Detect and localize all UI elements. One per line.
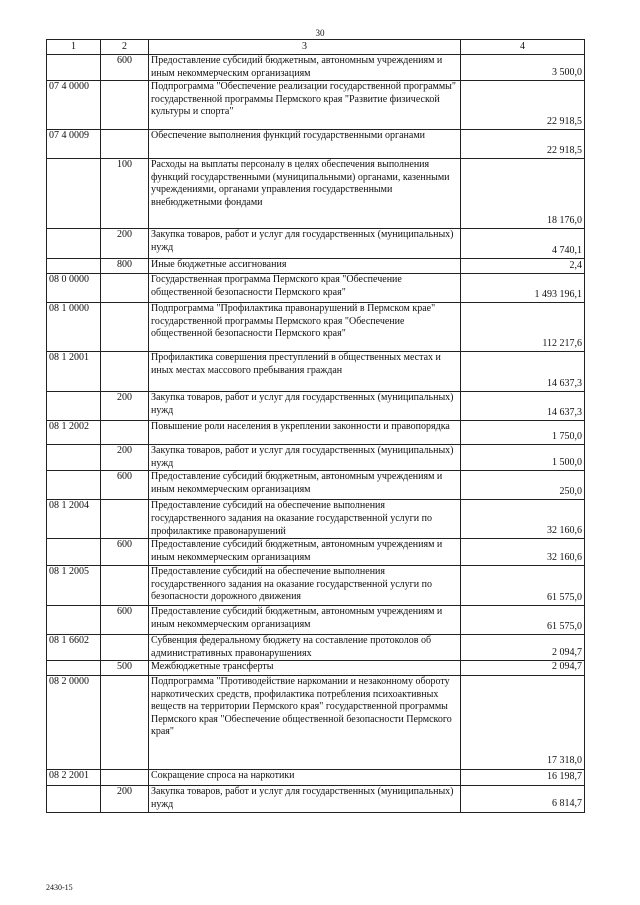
table-row: [47, 303, 585, 352]
row-description-cell: Обеспечение выполнения функций государственными органами: [149, 130, 461, 159]
table-row: [47, 352, 585, 392]
row-amount-cell: 1 750,0: [461, 421, 585, 445]
row-amount-cell: 22 918,5: [461, 81, 585, 130]
row-description-cell: Подпрограмма "Противодействие наркомании и незаконному обороту наркотических средств, профилактика потребления психоактивных веществ на территории Пермского края" государственной программы Пермского края "Обеспечение общественной безопасности Пермского края": [149, 675, 461, 769]
row-description-cell: Профилактика совершения преступлений в общественных местах и иных местах массового пребывания граждан: [149, 352, 461, 392]
row-description-cell: Расходы на выплаты персоналу в целях обеспечения выполнения функций государственными (муниципальными) органами, казенными учреждениями, органами управления государственными внебюджетными фондами: [149, 159, 461, 229]
row-kind-cell: 800: [101, 259, 149, 274]
row-description-cell: Сокращение спроса на наркотики: [149, 769, 461, 785]
table-row: [47, 421, 585, 445]
row-kind-cell: 200: [101, 785, 149, 812]
row-code-cell: 08 1 2005: [47, 566, 101, 606]
row-code-cell: [47, 55, 101, 81]
row-kind-cell: 600: [101, 55, 149, 81]
table-row: [47, 274, 585, 303]
row-code-cell: 08 1 2002: [47, 421, 101, 445]
row-code-cell: 08 2 2001: [47, 769, 101, 785]
row-code-cell: [47, 445, 101, 471]
row-kind-cell: 200: [101, 392, 149, 421]
row-code-cell: [47, 539, 101, 566]
header-col-kind: 2: [101, 40, 149, 55]
row-kind-cell: [101, 421, 149, 445]
row-kind-cell: 500: [101, 661, 149, 676]
row-amount-cell: 16 198,7: [461, 769, 585, 785]
row-code-cell: [47, 471, 101, 500]
row-code-cell: 08 2 0000: [47, 675, 101, 769]
row-amount-cell: 17 318,0: [461, 675, 585, 769]
row-description-cell: Повышение роли населения в укреплении законности и правопорядка: [149, 421, 461, 445]
row-amount-cell: 250,0: [461, 471, 585, 500]
row-code-cell: [47, 606, 101, 635]
row-amount-cell: 61 575,0: [461, 606, 585, 635]
row-kind-cell: 600: [101, 606, 149, 635]
table-row: [47, 392, 585, 421]
row-amount-cell: 6 814,7: [461, 785, 585, 812]
table-row: [47, 130, 585, 159]
row-description-cell: Подпрограмма "Обеспечение реализации государственной программы" государственной программы Пермского края "Развитие физической культуры и спорта": [149, 81, 461, 130]
table-body: [47, 55, 585, 813]
table-row: [47, 445, 585, 471]
row-description-cell: Предоставление субсидий на обеспечение выполнения государственного задания на оказание государственной услуги по профилактике правонарушений: [149, 500, 461, 539]
header-col-code: 1: [47, 40, 101, 55]
row-code-cell: [47, 661, 101, 676]
row-description-cell: Закупка товаров, работ и услуг для государственных (муниципальных) нужд: [149, 445, 461, 471]
row-amount-cell: 32 160,6: [461, 539, 585, 566]
table-row: [47, 785, 585, 812]
row-description-cell: Предоставление субсидий на обеспечение выполнения государственного задания на оказание государственной услуги по безопасности дорожного движения: [149, 566, 461, 606]
row-kind-cell: [101, 303, 149, 352]
row-code-cell: [47, 259, 101, 274]
row-kind-cell: [101, 500, 149, 539]
row-code-cell: 08 0 0000: [47, 274, 101, 303]
row-kind-cell: [101, 635, 149, 661]
table-row: [47, 81, 585, 130]
table-row: [47, 606, 585, 635]
row-amount-cell: 3 500,0: [461, 55, 585, 81]
row-kind-cell: [101, 352, 149, 392]
document-id: 2430-15: [46, 883, 73, 892]
row-kind-cell: [101, 675, 149, 769]
row-code-cell: [47, 159, 101, 229]
row-kind-cell: 100: [101, 159, 149, 229]
row-code-cell: 08 1 2001: [47, 352, 101, 392]
row-amount-cell: 1 493 196,1: [461, 274, 585, 303]
row-description-cell: Субвенция федеральному бюджету на составление протоколов об административных правонарушениях: [149, 635, 461, 661]
row-description-cell: Закупка товаров, работ и услуг для государственных (муниципальных) нужд: [149, 392, 461, 421]
row-kind-cell: 600: [101, 539, 149, 566]
table-row: [47, 259, 585, 274]
page-number: 30: [315, 28, 325, 38]
row-amount-cell: 112 217,6: [461, 303, 585, 352]
row-amount-cell: 4 740,1: [461, 229, 585, 259]
row-kind-cell: 600: [101, 471, 149, 500]
header-col-description: 3: [149, 40, 461, 55]
row-description-cell: Предоставление субсидий бюджетным, автономным учреждениям и иным некоммерческим организациям: [149, 539, 461, 566]
table-row: [47, 159, 585, 229]
row-kind-cell: [101, 81, 149, 130]
table-header-row: [47, 40, 585, 55]
table-row: [47, 539, 585, 566]
row-kind-cell: [101, 274, 149, 303]
row-code-cell: 08 1 2004: [47, 500, 101, 539]
header-col-amount: 4: [461, 40, 585, 55]
table-row: [47, 675, 585, 769]
table-row: [47, 661, 585, 676]
row-amount-cell: 2,4: [461, 259, 585, 274]
row-description-cell: Закупка товаров, работ и услуг для государственных (муниципальных) нужд: [149, 785, 461, 812]
table-row: [47, 55, 585, 81]
row-description-cell: Закупка товаров, работ и услуг для государственных (муниципальных) нужд: [149, 229, 461, 259]
row-kind-cell: [101, 769, 149, 785]
table-row: [47, 471, 585, 500]
row-amount-cell: 14 637,3: [461, 352, 585, 392]
row-code-cell: 07 4 0009: [47, 130, 101, 159]
row-amount-cell: 2 094,7: [461, 661, 585, 676]
table-row: [47, 500, 585, 539]
row-amount-cell: 32 160,6: [461, 500, 585, 539]
row-code-cell: 08 1 0000: [47, 303, 101, 352]
row-code-cell: 08 1 6602: [47, 635, 101, 661]
row-kind-cell: 200: [101, 229, 149, 259]
row-description-cell: Предоставление субсидий бюджетным, автономным учреждениям и иным некоммерческим организациям: [149, 471, 461, 500]
row-kind-cell: 200: [101, 445, 149, 471]
row-code-cell: [47, 229, 101, 259]
row-amount-cell: 1 500,0: [461, 445, 585, 471]
budget-table: [46, 39, 585, 813]
row-amount-cell: 2 094,7: [461, 635, 585, 661]
row-code-cell: [47, 785, 101, 812]
row-description-cell: Государственная программа Пермского края "Обеспечение общественной безопасности Пермского края": [149, 274, 461, 303]
row-description-cell: Иные бюджетные ассигнования: [149, 259, 461, 274]
row-amount-cell: 22 918,5: [461, 130, 585, 159]
row-amount-cell: 14 637,3: [461, 392, 585, 421]
row-kind-cell: [101, 566, 149, 606]
row-description-cell: Межбюджетные трансферты: [149, 661, 461, 676]
table-row: [47, 769, 585, 785]
row-amount-cell: 18 176,0: [461, 159, 585, 229]
row-code-cell: [47, 392, 101, 421]
row-description-cell: Предоставление субсидий бюджетным, автономным учреждениям и иным некоммерческим организациям: [149, 55, 461, 81]
row-kind-cell: [101, 130, 149, 159]
table-row: [47, 229, 585, 259]
row-description-cell: Подпрограмма "Профилактика правонарушений в Пермском крае" государственной программы Пермского края "Обеспечение общественной безопасности Пермского края": [149, 303, 461, 352]
row-description-cell: Предоставление субсидий бюджетным, автономным учреждениям и иным некоммерческим организациям: [149, 606, 461, 635]
row-code-cell: 07 4 0000: [47, 81, 101, 130]
table-row: [47, 635, 585, 661]
table-row: [47, 566, 585, 606]
row-amount-cell: 61 575,0: [461, 566, 585, 606]
